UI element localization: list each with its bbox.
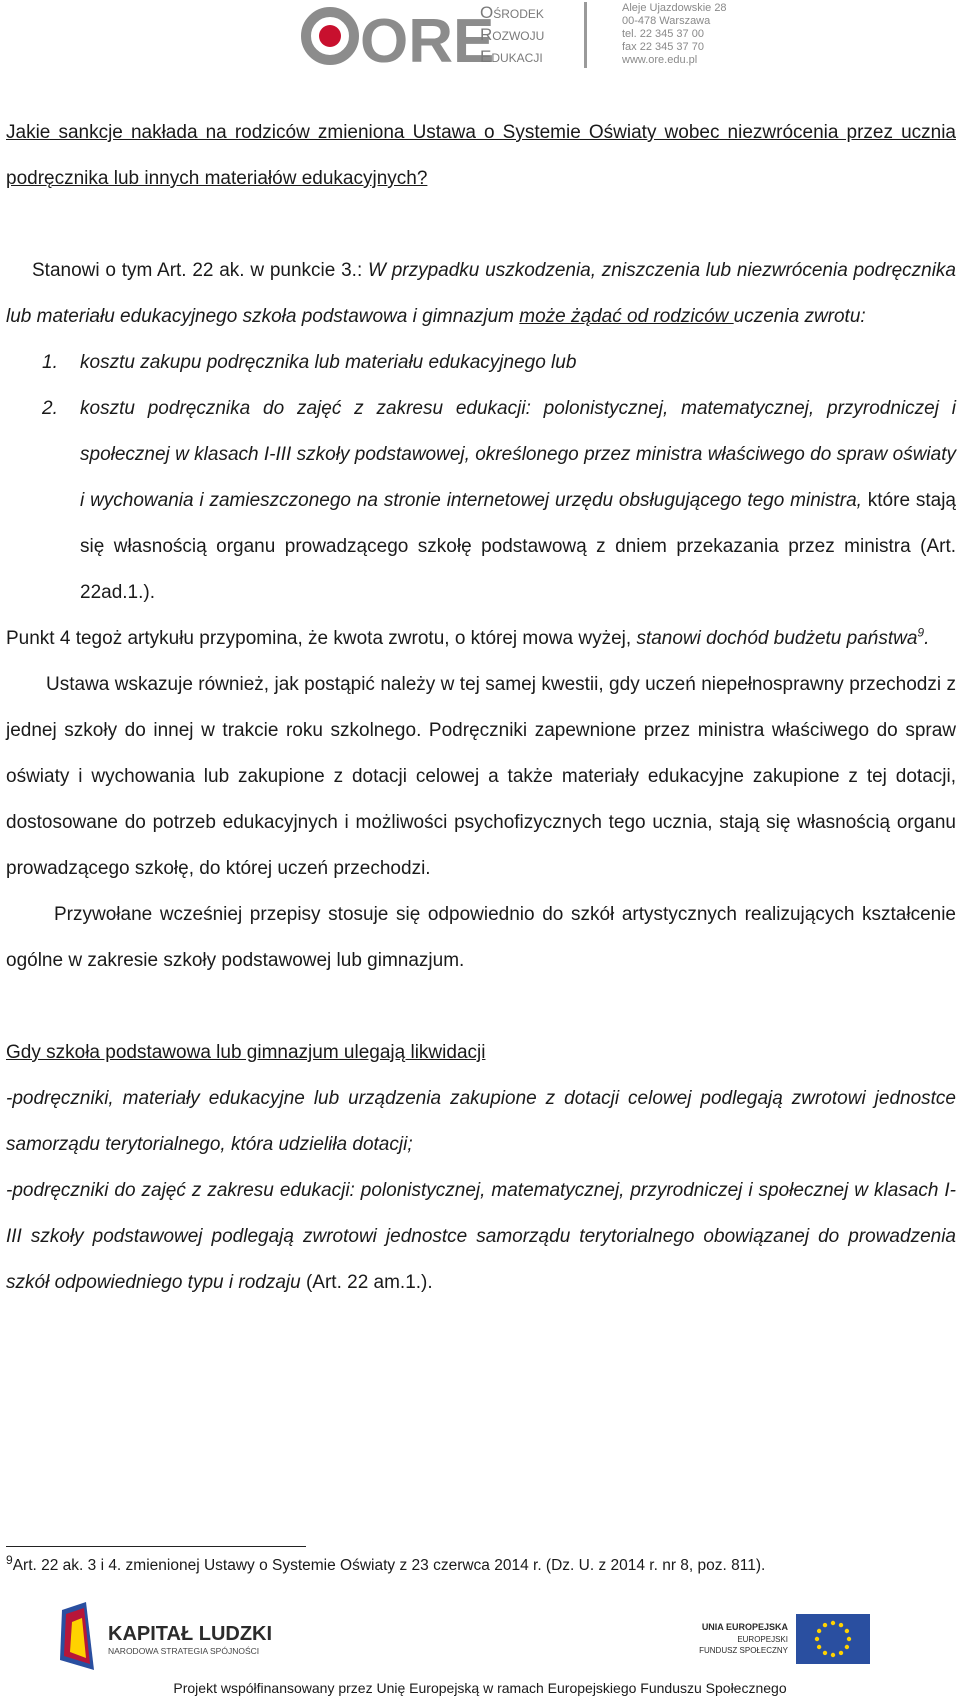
org-line-3: Edukacji (480, 47, 543, 66)
bullet-textbook-return: -podręczniki do zajęć z zakresu edukacji: polonistycznej, matematycznej, przyrodniczej i społecznej w klasach I-III szkoły podstawowej podlegają zwrotowi jednostce samorządu terytorialnego obowiązanej do prowadzenia szkół odpowiedniego typu i rodzaju (Art. 22 am.1.). (6, 1180, 956, 1293)
kl-title: KAPITAŁ LUDZKI (108, 1623, 273, 1645)
bullet-dotation-return: -podręczniki, materiały edukacyjne lub urządzenia zakupione z dotacji celowej podlegają zwrotowi jednostce samorządu terytorialnego, która udzieliła dotacji; (6, 1088, 956, 1155)
list-item: 1. kosztu zakupu podręcznika lub materiału edukacyjnego lub (42, 352, 577, 373)
ore-logo-text: ORE (360, 7, 495, 76)
address-line: 00-478 Warszawa (622, 15, 711, 27)
eu-line-3: FUNDUSZ SPOŁECZNY (699, 1646, 788, 1655)
address-phone: tel. 22 345 37 00 (622, 28, 704, 40)
cofinancing-note: Projekt współfinansowany przez Unię Europejską w ramach Europejskiego Funduszu Społecznego (173, 1680, 787, 1696)
eu-star-icon (839, 1623, 843, 1627)
footnote-text: Art. 22 ak. 3 i 4. zmienionej Ustawy o Systemie Oświaty z 23 czerwca 2014 r. (Dz. U. z 2014 r. nr 8, poz. 811). (12, 1557, 766, 1574)
eu-line-1: UNIA EUROPEJSKA (701, 1622, 788, 1632)
document-body (6, 110, 956, 1306)
kapital-ludzki-logo-icon (56, 1600, 296, 1676)
eu-star-icon (831, 1621, 835, 1625)
paragraph-punkt-4: Punkt 4 tegoż artykułu przypomina, że kwota zwrotu, o której mowa wyżej, stanowi dochód budżetu państwa$^9$. (6, 625, 930, 649)
eu-star-icon (839, 1651, 843, 1655)
eu-star-icon (845, 1629, 849, 1633)
ore-logo-icon (300, 2, 495, 76)
address-line: Aleje Ujazdowskie 28 (622, 2, 727, 14)
section-heading-liquidation: Gdy szkoła podstawowa lub gimnazjum ulegają likwidacji (6, 1042, 486, 1063)
p1-italic: W przypadku uszkodzenia, zniszczenia lub niezwrócenia podręcznika lub materiału edukacyjnego szkoła podstawowa i gimnazjum (6, 260, 957, 327)
address-fax: fax 22 345 37 70 (622, 41, 704, 53)
org-address (622, 2, 727, 67)
p1-rest: uczenia zwrotu: (733, 306, 866, 327)
eu-star-icon (845, 1645, 849, 1649)
list-item: 2. kosztu podręcznika do zajęć z zakresu edukacji: polonistycznej, matematycznej, przyrodniczej i społecznej w klasach I-III szkoły podstawowej, określonego przez ministra właściwego do spraw oświaty i wychowania i zamieszczonego na stronie internetowej urzędu obsługującego tego ministra, które stają się własnością organu prowadzącego szkołę podstawową z dniem przekazania przez ministra (Art. 22ad.1.). (42, 398, 957, 603)
paragraph-art-schools: Przywołane wcześniej przepisy stosuje się odpowiednio do szkół artystycznych realizujących kształcenie ogólne w zakresie szkoły podstawowej lub gimnazjum. (6, 904, 956, 971)
eu-star-icon (831, 1653, 835, 1657)
eu-star-icon (823, 1651, 827, 1655)
kl-subtitle: NARODOWA STRATEGIA SPÓJNOŚCI (108, 1646, 260, 1656)
header (300, 0, 740, 76)
footnote (6, 1552, 956, 1576)
eu-star-icon (823, 1623, 827, 1627)
footnote-divider (6, 1546, 306, 1547)
p1-lead: Stanowi o tym Art. 22 ak. w punkcie 3.: (32, 260, 368, 281)
header-divider (584, 2, 587, 68)
org-name (480, 2, 544, 68)
footnote-number: 9 (6, 1552, 13, 1567)
address-website: www.ore.edu.pl (622, 54, 698, 66)
eu-star-icon (817, 1629, 821, 1633)
question-heading: Jakie sankcje nakłada na rodziców zmieniona Ustawa o Systemie Oświaty wobec niezwrócenia przez ucznia podręcznika lub innych materiałów edukacyjnych? (6, 122, 956, 189)
eu-star-icon (847, 1637, 851, 1641)
org-line-2: Rozwoju (480, 25, 545, 44)
eu-star-icon (817, 1645, 821, 1649)
paragraph-article-22ak (6, 248, 956, 340)
paragraph-disabled-student: Ustawa wskazuje również, jak postąpić należy w tej samej kwestii, gdy uczeń niepełnosprawny przechodzi z jednej szkoły do innej w trakcie roku szkolnego. Podręczniki zapewnione przez ministra właściwego do spraw oświaty i wychowania lub zakupione z dotacji celowej a także materiały edukacyjne zakupione z tej dotacji, dostosowane do potrzeb edukacyjnych i możliwości psychofizycznych tego ucznia, stają się własnością organu prowadzącego szkołę, do której uczeń przechodzi. (6, 674, 956, 879)
eu-flag-logo-icon (696, 1610, 876, 1670)
p1-underlined: może żądać od rodziców (519, 306, 734, 327)
eu-line-2: EUROPEJSKI (737, 1635, 788, 1644)
eu-star-icon (815, 1637, 819, 1641)
org-line-1: Ośrodek (480, 3, 544, 22)
footnote-ref[interactable]: 9 (917, 625, 925, 640)
cost-list (6, 340, 956, 616)
